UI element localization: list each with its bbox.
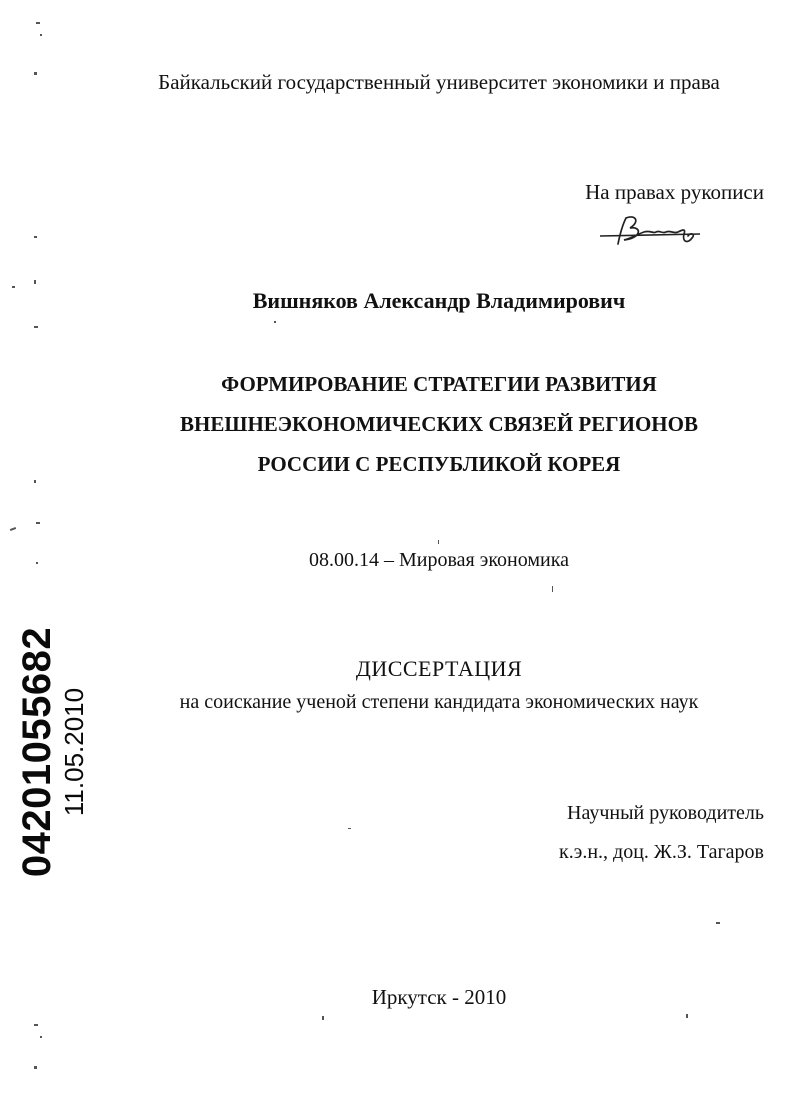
scan-speck [36, 522, 40, 524]
manuscript-rights-note: На правах рукописи [585, 180, 764, 204]
author-name: Вишняков Александр Владимирович [252, 288, 626, 313]
scan-speck [438, 540, 439, 544]
signature-icon [596, 204, 708, 252]
stamp-date: 11.05.2010 [59, 687, 89, 817]
scan-speck [34, 1066, 37, 1069]
scan-speck [322, 1016, 324, 1020]
scan-speck [40, 1036, 42, 1038]
scan-speck [34, 326, 38, 328]
scan-speck [716, 922, 720, 924]
scan-speck [34, 480, 36, 483]
scan-speck [34, 72, 37, 75]
scan-speck [36, 22, 40, 24]
scan-speck [40, 34, 42, 36]
scan-speck [36, 562, 38, 564]
document-type: ДИССЕРТАЦИЯ [355, 656, 523, 681]
specialty-code: 08.00.14 – Мировая экономика [309, 549, 569, 571]
scan-speck [34, 236, 37, 238]
title-line: РОССИИ С РЕСПУБЛИКОЙ КОРЕЯ [257, 452, 621, 476]
library-stamp [17, 627, 87, 877]
title-line: ВНЕШНЕЭКОНОМИЧЕСКИХ СВЯЗЕЙ РЕГИОНОВ [180, 412, 698, 436]
scan-speck [10, 527, 16, 531]
scan-speck [34, 280, 36, 284]
scan-speck [348, 828, 351, 829]
scan-speck [552, 586, 553, 592]
supervisor-name: к.э.н., доц. Ж.З. Тагаров [559, 841, 764, 863]
scan-speck [686, 1014, 688, 1018]
dissertation-title [0, 364, 798, 484]
supervisor-label: Научный руководитель [567, 802, 764, 824]
degree-description: на соискание ученой степени кандидата экономических наук [179, 691, 699, 713]
scan-speck [12, 286, 15, 288]
scan-speck [34, 1024, 38, 1026]
title-line: ФОРМИРОВАНИЕ СТРАТЕГИИ РАЗВИТИЯ [221, 372, 657, 396]
stamp-number: 04201055682 [15, 626, 59, 878]
university-name: Байкальский государственный университет экономики и права [158, 70, 720, 94]
city-year: Иркутск - 2010 [371, 985, 507, 1009]
scan-speck [274, 321, 276, 323]
